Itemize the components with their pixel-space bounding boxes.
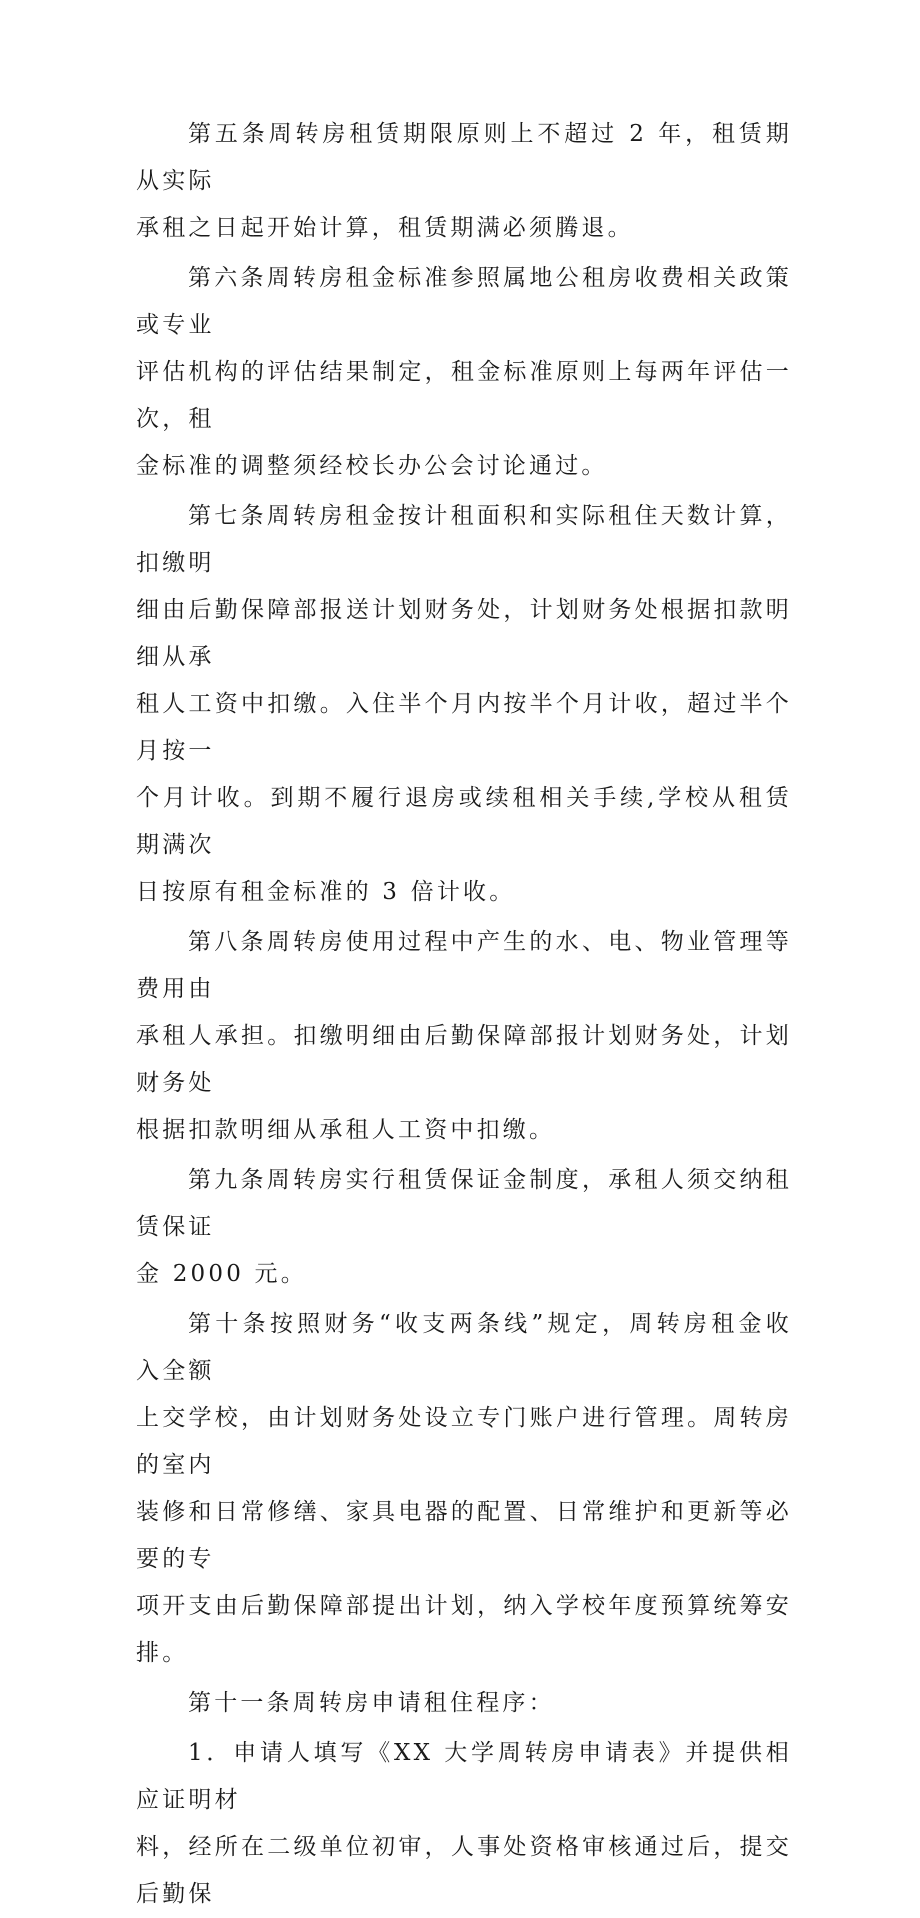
paragraph-article-9	[136, 1157, 792, 1298]
paragraph-article-8	[136, 919, 792, 1154]
text-line: 第九条周转房实行租赁保证金制度，承租人须交纳租赁保证	[136, 1167, 792, 1240]
document-body	[136, 111, 792, 1918]
text-line: 日按原有租金标准的 3 倍计收。	[136, 879, 516, 905]
paragraph-item-1	[136, 1730, 792, 1918]
paragraph-article-5	[136, 111, 792, 252]
paragraph-article-7	[136, 493, 792, 916]
paragraph-article-11	[136, 1680, 792, 1727]
paragraph-article-10	[136, 1301, 792, 1677]
text-line: 第五条周转房租赁期限原则上不超过 2 年，租赁期从实际	[136, 121, 792, 194]
text-line: 料，经所在二级单位初审，人事处资格审核通过后，提交后勤保	[136, 1834, 792, 1907]
text-line: 评估机构的评估结果制定，租金标准原则上每两年评估一次，租	[136, 359, 792, 432]
paragraph-article-6	[136, 255, 792, 490]
text-line: 租人工资中扣缴。入住半个月内按半个月计收，超过半个月按一	[136, 691, 792, 764]
text-line: 金标准的调整须经校长办公会讨论通过。	[136, 453, 608, 479]
text-line: 第八条周转房使用过程中产生的水、电、物业管理等费用由	[136, 929, 792, 1002]
text-line: 金 2000 元。	[136, 1261, 307, 1287]
text-line: 装修和日常修缮、家具电器的配置、日常维护和更新等必要的专	[136, 1499, 792, 1572]
text-line: 个月计收。到期不履行退房或续租相关手续,学校从租赁期满次	[136, 785, 792, 858]
text-line: 承租人承担。扣缴明细由后勤保障部报计划财务处，计划财务处	[136, 1023, 792, 1096]
text-line: 第十一条周转房申请租住程序：	[188, 1690, 555, 1716]
text-line: 上交学校，由计划财务处设立专门账户进行管理。周转房的室内	[136, 1405, 792, 1478]
text-line: 第十条按照财务“收支两条线”规定，周转房租金收入全额	[136, 1311, 792, 1384]
text-line: 第六条周转房租金标准参照属地公租房收费相关政策或专业	[136, 265, 792, 338]
text-line: 根据扣款明细从承租人工资中扣缴。	[136, 1117, 556, 1143]
text-line: 细由后勤保障部报送计划财务处，计划财务处根据扣款明细从承	[136, 597, 792, 670]
text-line: 第七条周转房租金按计租面积和实际租住天数计算，扣缴明	[136, 503, 792, 576]
text-line: 项开支由后勤保障部提出计划，纳入学校年度预算统筹安排。	[136, 1593, 792, 1666]
text-line: 1．申请人填写《XX 大学周转房申请表》并提供相应证明材	[136, 1740, 792, 1813]
text-line: 承租之日起开始计算，租赁期满必须腾退。	[136, 215, 634, 241]
